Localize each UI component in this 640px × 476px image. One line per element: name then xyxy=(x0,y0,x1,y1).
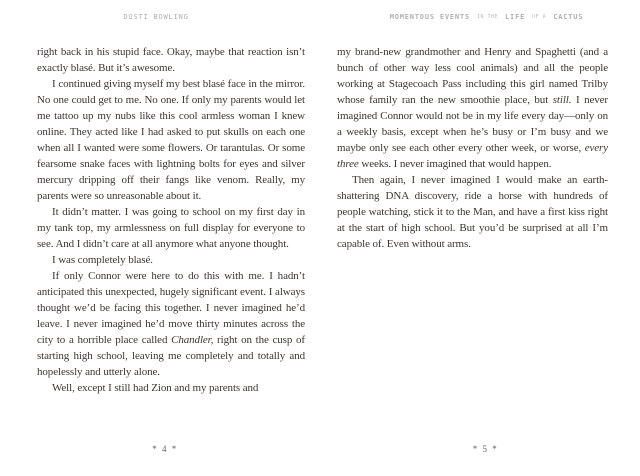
italic-text: Chandler, xyxy=(171,334,214,346)
body-text: weeks. I never imagined that would happen. xyxy=(358,158,552,170)
body-text: If only Connor were here to do this with me. I hadn’t anticipated this unexpected, hugely significant event. I always thought we’d be facing this together. I never imagined he’d leave. I never imagined he’d move thirty minutes across the city to a horrible place called xyxy=(37,270,305,346)
running-head-title xyxy=(351,13,622,21)
left-page-body xyxy=(37,44,305,396)
paragraph xyxy=(37,252,305,268)
title-word: MOMENTOUS EVENTS xyxy=(389,13,470,21)
title-word-small: OF A xyxy=(532,14,547,20)
paragraph xyxy=(37,268,305,380)
body-text: Well, except I still had Zion and my parents and xyxy=(52,382,259,394)
title-word-small: IN THE xyxy=(476,14,499,20)
body-text: Then again, I never imagined I would make an earth-shattering DNA discovery, ride a horse with hundreds of people watching, stick it to the Man, and have a first kiss right at the start of high school. But you’d be surprised at all I’m capable of. Even without arms. xyxy=(337,174,608,250)
body-text: right on the cusp of starting high school, leaving me completely and totally and hopelessly and utterly alone. xyxy=(37,334,305,378)
body-text: right back in his stupid face. Okay, maybe that reaction isn’t exactly blasé. But it’s awesome. xyxy=(37,46,305,74)
body-text: It didn’t matter. I was going to school on my first day in my tank top, my armlessness on full display for everyone to see. And I didn’t care at all anymore what anyone thought. xyxy=(37,206,305,250)
italic-text: still. xyxy=(552,94,572,106)
running-head-author: DUSTI BOWLING xyxy=(123,13,189,21)
title-word: LIFE xyxy=(505,13,526,21)
body-text: my brand-new grandmother and Henry and Spaghetti (and a bunch of other way less cool animals) and all the people working at Stagecoach Pass including this girl named Trilby whose family ran the new smoothie place, but xyxy=(337,46,608,106)
right-page-body xyxy=(337,44,608,252)
italic-text: every three xyxy=(337,142,608,170)
paragraph xyxy=(37,204,305,252)
paragraph xyxy=(37,380,305,396)
body-text: I continued giving myself my best blasé face in the mirror. No one could get to me. No one. If only my parents would let me tattoo up my nubs like this cool armless woman I knew online. They acted like I had asked to put skulls on each one when all I wanted were some flowers. Or tarantulas. Or some fearsome snake faces with lightning bolts for eyes and silver mercury dripping off their fangs like venom. Really, my parents were so unreasonable about it. xyxy=(37,78,305,202)
title-word: CACTUS xyxy=(553,13,584,21)
paragraph xyxy=(37,76,305,204)
paragraph xyxy=(37,44,305,76)
paragraph xyxy=(337,44,608,172)
right-page-number: * 5 * xyxy=(472,444,499,454)
paragraph xyxy=(337,172,608,252)
body-text: I was completely blasé. xyxy=(52,254,153,266)
left-page-number: * 4 * xyxy=(152,444,178,454)
body-text: I never imagined Connor would not be in my life every day—only on a weekly basis, except when he’s busy or I’m busy and we maybe only see each other every other week, or worse, xyxy=(337,94,608,154)
